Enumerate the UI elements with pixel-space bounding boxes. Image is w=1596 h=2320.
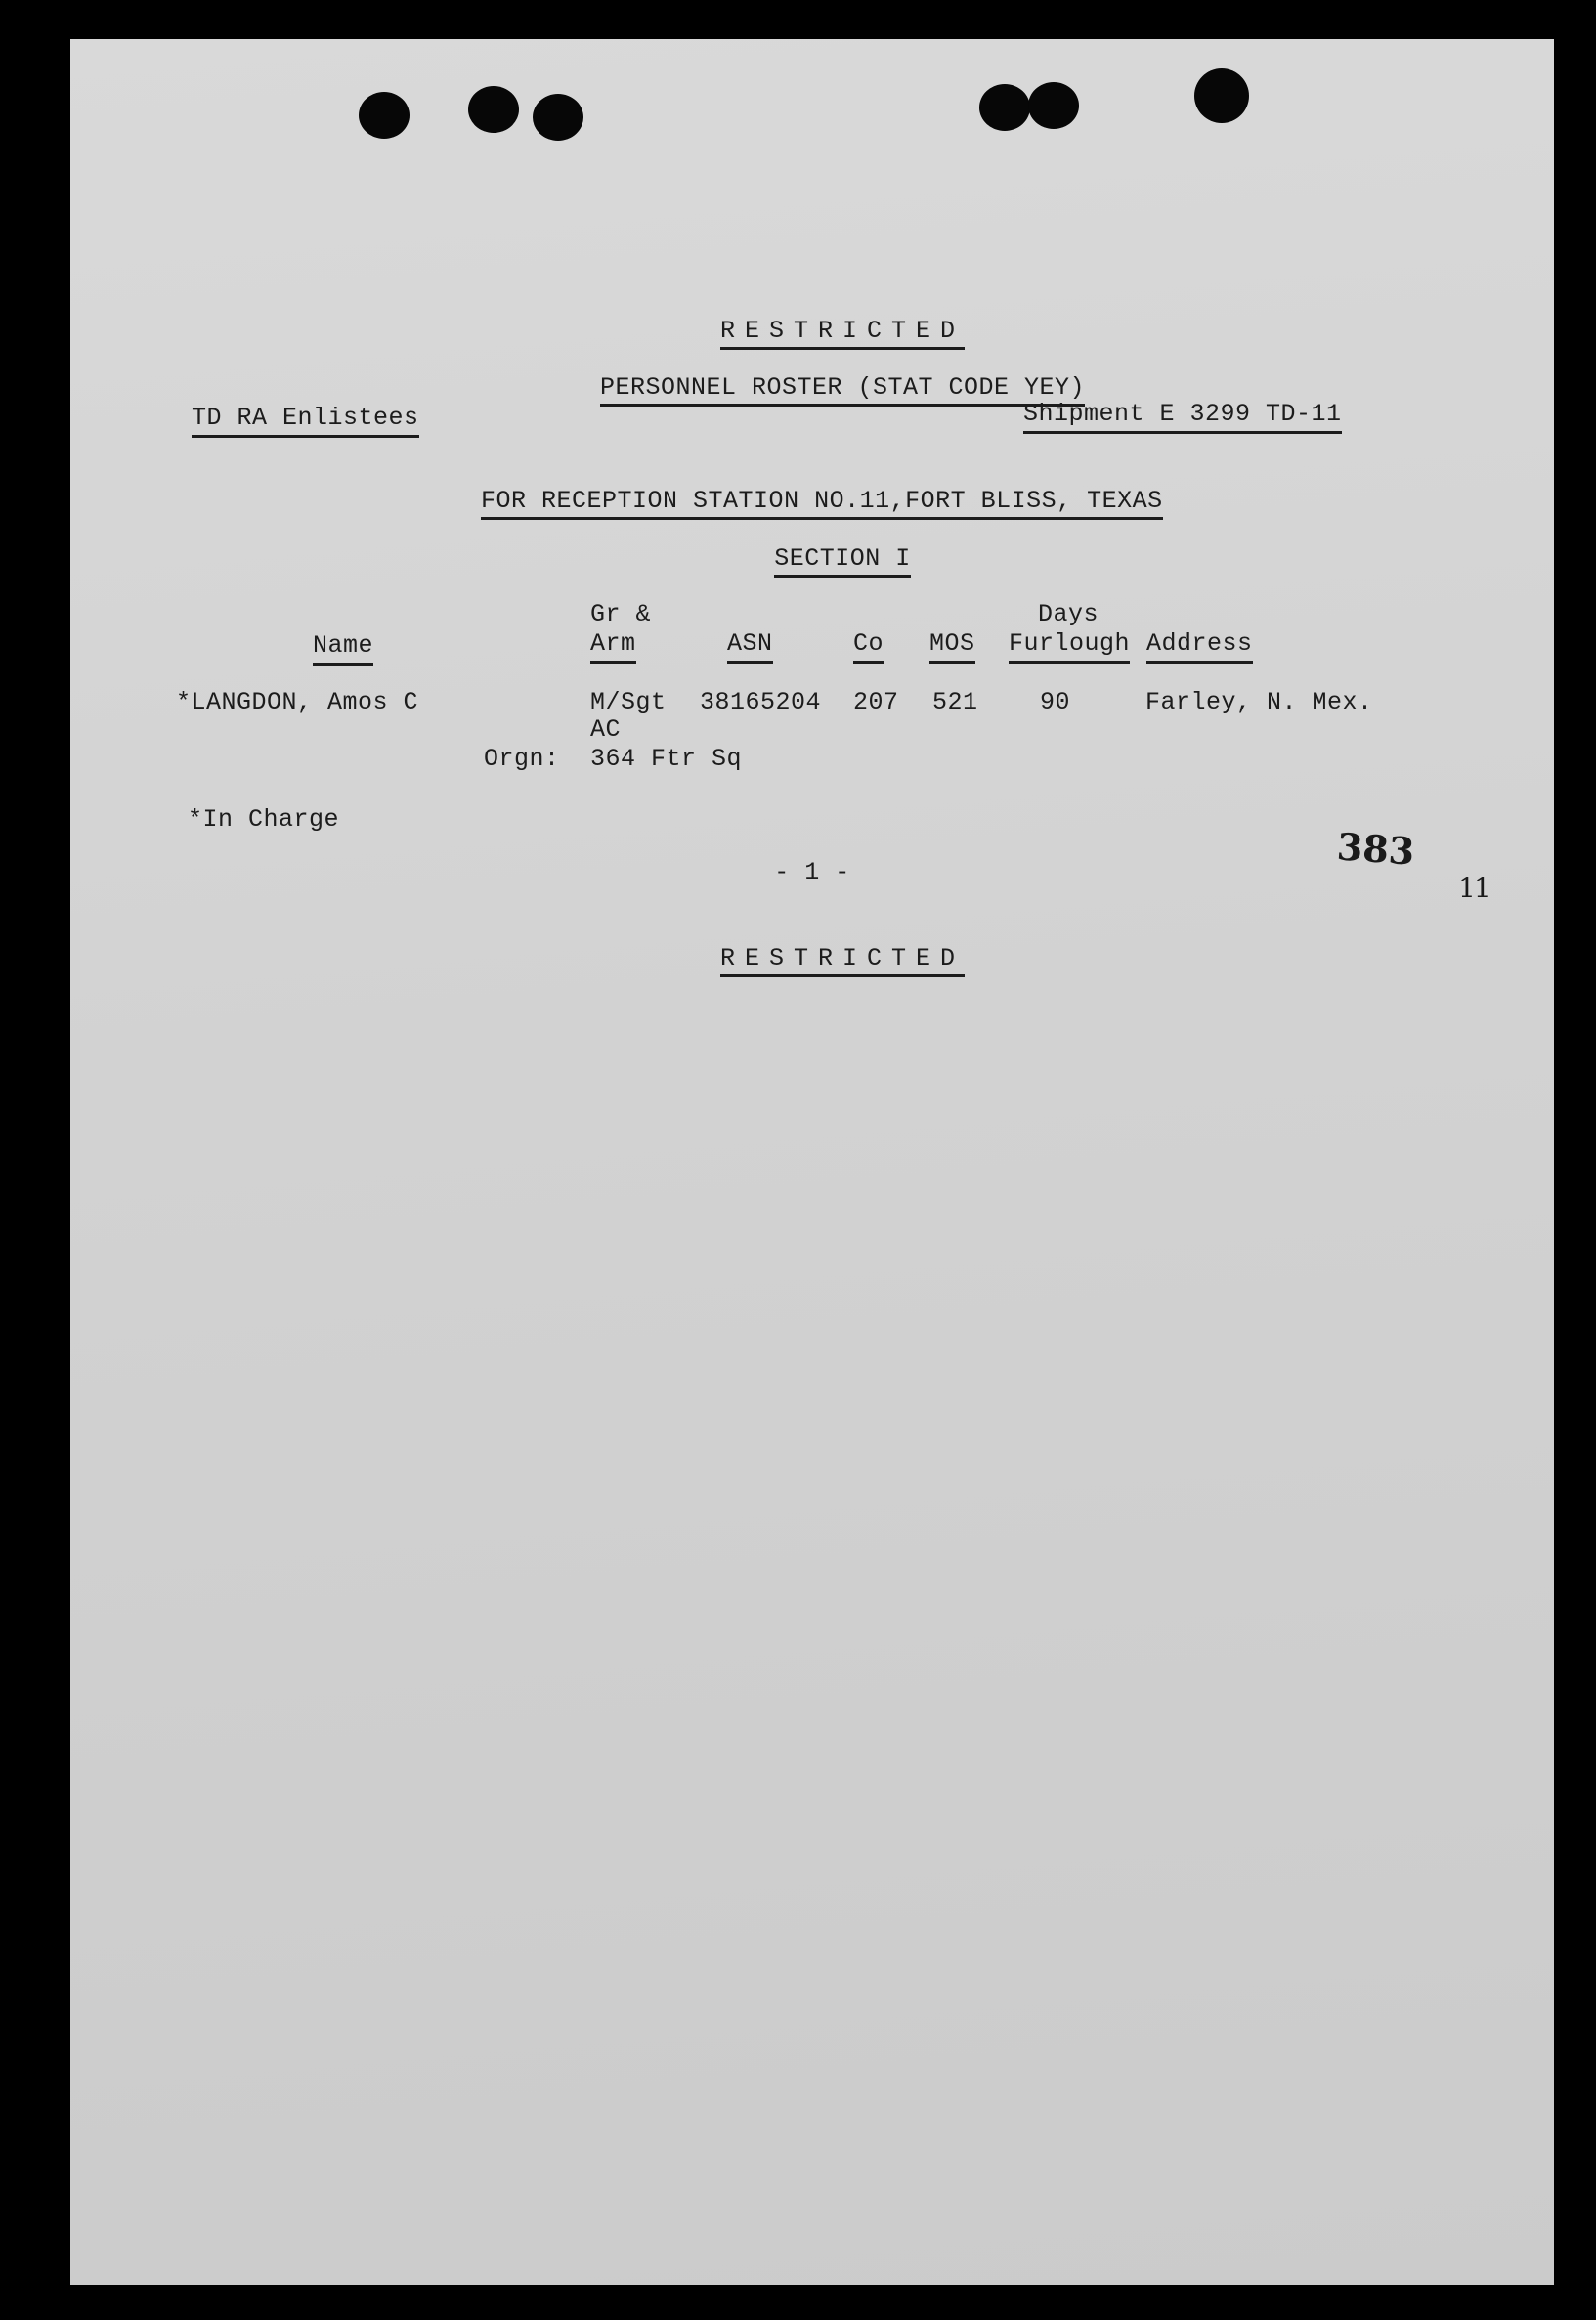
roster-asn: 38165204 <box>700 688 822 716</box>
roster-address: Farley, N. Mex. <box>1145 688 1373 716</box>
col-header-co: Co <box>853 629 884 664</box>
roster-co: 207 <box>853 688 899 716</box>
punch-hole <box>1028 82 1079 129</box>
handwritten-mark: 11 <box>1458 872 1489 904</box>
roster-orgn: 364 Ftr Sq <box>590 745 743 773</box>
col-header-address: Address <box>1146 629 1253 664</box>
handwritten-number: 383 <box>1335 824 1416 874</box>
col-header-days-line1: Days <box>1038 600 1100 628</box>
punch-hole <box>979 84 1030 131</box>
col-header-days-line2: Furlough <box>1009 629 1130 664</box>
classification-header: RESTRICTED <box>70 287 1554 375</box>
page-number: - 1 - <box>774 858 850 886</box>
roster-grade: M/Sgt <box>590 688 667 716</box>
roster-name: *LANGDON, Amos C <box>176 688 419 716</box>
shipment-number: Shipment E 3299 TD-11 <box>1023 400 1342 434</box>
section-heading: SECTION I <box>70 515 1554 603</box>
col-header-grade-line2: Arm <box>590 629 636 664</box>
roster-orgn-label: Orgn: <box>484 745 560 773</box>
footnote: *In Charge <box>188 805 340 834</box>
col-header-mos: MOS <box>929 629 975 664</box>
punch-hole <box>468 86 519 133</box>
roster-mos: 521 <box>932 688 978 716</box>
classification-footer: RESTRICTED <box>70 915 1554 1003</box>
roster-furlough: 90 <box>1040 688 1071 716</box>
document-page <box>70 39 1554 2285</box>
punch-hole <box>533 94 583 141</box>
roster-title: PERSONNEL ROSTER (STAT CODE YEY) <box>70 344 1554 432</box>
group-label: TD RA Enlistees <box>192 404 419 438</box>
punch-hole <box>359 92 410 139</box>
col-header-grade-line1: Gr & <box>590 600 652 628</box>
col-header-asn: ASN <box>727 629 773 664</box>
punch-hole <box>1194 68 1249 123</box>
roster-arm: AC <box>590 715 622 744</box>
destination: FOR RECEPTION STATION NO.11,FORT BLISS, TEXAS <box>420 457 1163 545</box>
col-header-name: Name <box>313 631 373 666</box>
